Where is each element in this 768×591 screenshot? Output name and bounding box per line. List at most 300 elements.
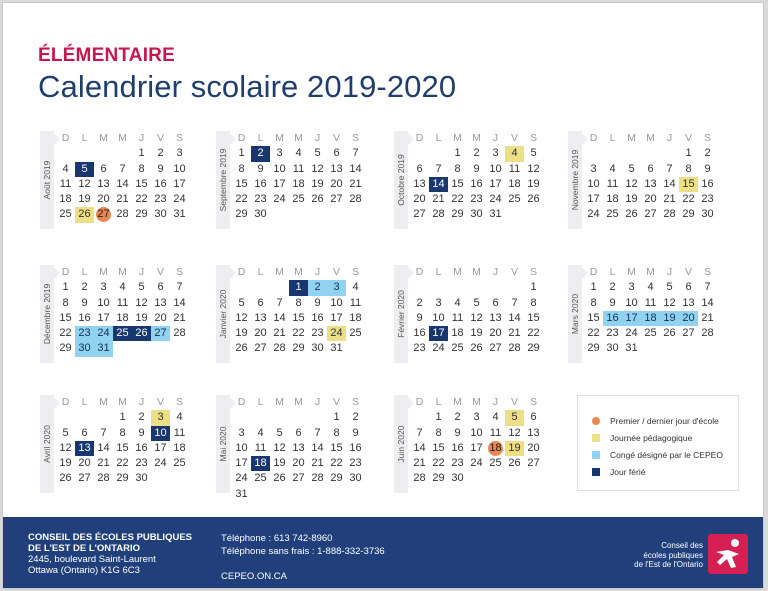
day-cell: 21 bbox=[663, 193, 676, 206]
day-cell: 1 bbox=[238, 147, 245, 160]
day-cell: 10 bbox=[97, 296, 110, 309]
day-cell: 6 bbox=[81, 426, 88, 439]
day-cell: 21 bbox=[311, 457, 324, 470]
month-grid bbox=[56, 265, 192, 357]
week-row bbox=[56, 280, 192, 295]
month-label-tab bbox=[40, 131, 54, 229]
day-cell: 9 bbox=[257, 162, 264, 175]
day-cell: 18 bbox=[508, 177, 521, 190]
day-cell: 1 bbox=[435, 411, 442, 424]
day-cell: 23 bbox=[701, 193, 714, 206]
day-cell: 30 bbox=[470, 208, 483, 221]
day-cell: 26 bbox=[59, 472, 72, 485]
month-calendar bbox=[40, 265, 210, 375]
day-cell: 30 bbox=[349, 472, 362, 485]
empty-day-cell bbox=[251, 487, 270, 502]
day-cell: 19 bbox=[59, 457, 72, 470]
day-cell: 24 bbox=[235, 472, 248, 485]
day-cell: 9 bbox=[81, 296, 88, 309]
day-cell: 28 bbox=[116, 208, 129, 221]
week-row bbox=[410, 280, 546, 295]
month-label: Juin 2020 bbox=[396, 425, 406, 463]
day-cell: 16 bbox=[413, 327, 426, 340]
empty-day-cell bbox=[346, 487, 365, 502]
day-cell: 12 bbox=[135, 296, 148, 309]
day-cell: 29 bbox=[330, 472, 343, 485]
day-cell: 4 bbox=[492, 411, 499, 424]
legend-label: Journée pédagogique bbox=[610, 432, 693, 443]
day-cell: 27 bbox=[527, 457, 540, 470]
day-cell: 24 bbox=[327, 326, 346, 341]
day-cell: 14 bbox=[508, 311, 521, 324]
week-row bbox=[584, 296, 720, 311]
day-cell: 17 bbox=[97, 311, 110, 324]
weekday-header: J bbox=[138, 396, 145, 408]
day-cell: 6 bbox=[492, 296, 499, 309]
empty-day-cell bbox=[524, 207, 543, 222]
week-row bbox=[584, 280, 720, 295]
day-cell: 20 bbox=[679, 311, 698, 326]
day-cell: 5 bbox=[530, 147, 537, 160]
school-level-heading: ÉLÉMENTAIRE bbox=[38, 45, 175, 66]
weekday-header-row bbox=[56, 265, 192, 280]
day-cell: 28 bbox=[413, 472, 426, 485]
day-cell: 30 bbox=[135, 472, 148, 485]
empty-day-cell bbox=[56, 410, 75, 425]
day-cell: 23 bbox=[349, 457, 362, 470]
empty-day-cell bbox=[56, 146, 75, 161]
day-cell: 19 bbox=[505, 441, 524, 456]
day-cell: 8 bbox=[685, 162, 692, 175]
day-cell: 23 bbox=[135, 457, 148, 470]
day-cell: 16 bbox=[254, 177, 267, 190]
empty-day-cell bbox=[327, 487, 346, 502]
legend-label: Jour férié bbox=[610, 466, 646, 477]
weekday-header: V bbox=[332, 396, 340, 408]
month-calendar bbox=[216, 265, 386, 375]
day-cell: 18 bbox=[641, 311, 660, 326]
week-row bbox=[584, 162, 720, 177]
day-cell: 1 bbox=[119, 411, 126, 424]
day-cell: 3 bbox=[176, 147, 183, 160]
empty-day-cell bbox=[94, 410, 113, 425]
day-cell: 30 bbox=[701, 208, 714, 221]
weekday-header: L bbox=[81, 266, 88, 278]
day-cell: 12 bbox=[78, 177, 91, 190]
day-cell: 14 bbox=[273, 311, 286, 324]
day-cell: 29 bbox=[292, 342, 305, 355]
weekday-header: D bbox=[61, 396, 70, 408]
weekday-header: J bbox=[492, 396, 499, 408]
day-cell: 27 bbox=[330, 193, 343, 206]
day-cell: 21 bbox=[173, 311, 186, 324]
day-cell: 17 bbox=[489, 177, 502, 190]
day-cell: 30 bbox=[154, 208, 167, 221]
legend-label: Congé désigné par le CEPEO bbox=[610, 449, 723, 460]
weekday-header: S bbox=[175, 396, 183, 408]
day-cell: 5 bbox=[62, 426, 69, 439]
week-row bbox=[410, 410, 546, 425]
week-row bbox=[56, 207, 192, 222]
day-cell: 11 bbox=[254, 441, 267, 454]
day-cell: 25 bbox=[292, 193, 305, 206]
day-cell: 12 bbox=[527, 162, 540, 175]
weekday-header-row bbox=[232, 265, 368, 280]
day-cell: 1 bbox=[333, 411, 340, 424]
empty-day-cell bbox=[429, 280, 448, 295]
weekday-header: S bbox=[703, 132, 711, 144]
day-cell: 14 bbox=[311, 441, 324, 454]
day-cell: 24 bbox=[94, 326, 113, 341]
day-cell: 4 bbox=[176, 411, 183, 424]
day-cell: 3 bbox=[628, 281, 635, 294]
week-row bbox=[56, 146, 192, 161]
empty-day-cell bbox=[170, 341, 189, 356]
day-cell: 8 bbox=[238, 162, 245, 175]
day-cell: 20 bbox=[527, 441, 540, 454]
day-cell: 7 bbox=[666, 162, 673, 175]
month-calendar bbox=[394, 395, 564, 505]
day-cell: 4 bbox=[119, 281, 126, 294]
day-cell: 29 bbox=[587, 342, 600, 355]
day-cell: 11 bbox=[59, 177, 72, 190]
yellow-square-icon bbox=[592, 434, 600, 442]
day-cell: 6 bbox=[157, 281, 164, 294]
weekday-header: M bbox=[453, 396, 462, 408]
day-cell: 7 bbox=[352, 147, 359, 160]
week-row bbox=[56, 456, 192, 471]
day-cell: 12 bbox=[625, 177, 638, 190]
day-cell: 26 bbox=[508, 457, 521, 470]
day-cell: 20 bbox=[644, 193, 657, 206]
weekday-header: V bbox=[332, 132, 340, 144]
weekday-header: M bbox=[118, 396, 127, 408]
day-cell: 13 bbox=[154, 296, 167, 309]
day-cell: 21 bbox=[413, 457, 426, 470]
month-grid bbox=[410, 395, 546, 487]
day-cell bbox=[94, 207, 113, 222]
day-cell: 22 bbox=[432, 457, 445, 470]
day-cell: 25 bbox=[59, 208, 72, 221]
website-link[interactable]: CEPEO.ON.CA bbox=[221, 571, 287, 582]
day-cell: 31 bbox=[173, 208, 186, 221]
week-row bbox=[410, 177, 546, 192]
day-cell: 7 bbox=[119, 162, 126, 175]
week-row bbox=[584, 341, 720, 356]
empty-day-cell bbox=[151, 471, 170, 486]
day-cell: 4 bbox=[505, 146, 524, 161]
day-cell: 22 bbox=[116, 457, 129, 470]
day-cell: 10 bbox=[625, 296, 638, 309]
weekday-header: J bbox=[492, 266, 499, 278]
month-grid bbox=[232, 131, 368, 223]
day-cell: 7 bbox=[511, 296, 518, 309]
day-cell: 24 bbox=[625, 327, 638, 340]
week-row bbox=[56, 426, 192, 441]
day-cell: 21 bbox=[116, 193, 129, 206]
day-cell: 22 bbox=[682, 193, 695, 206]
day-cell: 11 bbox=[173, 426, 186, 439]
week-row bbox=[56, 177, 192, 192]
footer-address-block bbox=[28, 532, 192, 576]
day-cell: 2 bbox=[473, 147, 480, 160]
day-cell: 23 bbox=[413, 342, 426, 355]
day-cell: 8 bbox=[435, 426, 442, 439]
day-cell: 28 bbox=[432, 208, 445, 221]
org-name-line1: CONSEIL DES ÉCOLES PUBLIQUES bbox=[28, 532, 192, 543]
weekday-header: M bbox=[118, 132, 127, 144]
month-grid bbox=[232, 265, 368, 357]
day-cell: 4 bbox=[454, 296, 461, 309]
day-cell: 2 bbox=[157, 147, 164, 160]
weekday-header: D bbox=[237, 132, 246, 144]
weekday-header: L bbox=[257, 396, 264, 408]
week-row bbox=[410, 456, 546, 471]
month-calendar bbox=[394, 131, 564, 241]
day-cell: 16 bbox=[470, 177, 483, 190]
day-cell: 15 bbox=[432, 441, 445, 454]
page-title: Calendrier scolaire 2019-2020 bbox=[38, 69, 457, 104]
weekday-header: J bbox=[666, 132, 673, 144]
empty-day-cell bbox=[308, 410, 327, 425]
weekday-header-row bbox=[56, 131, 192, 146]
day-cell: 27 bbox=[682, 327, 695, 340]
week-row bbox=[410, 326, 546, 341]
weekday-header: M bbox=[453, 266, 462, 278]
weekday-header: D bbox=[415, 266, 424, 278]
week-row bbox=[410, 146, 546, 161]
weekday-header: J bbox=[138, 132, 145, 144]
weekday-header: D bbox=[61, 132, 70, 144]
day-cell: 14 bbox=[663, 177, 676, 190]
empty-day-cell bbox=[289, 410, 308, 425]
day-cell: 8 bbox=[138, 162, 145, 175]
day-cell: 28 bbox=[349, 193, 362, 206]
month-calendar bbox=[216, 395, 386, 505]
weekday-header: S bbox=[529, 132, 537, 144]
empty-day-cell bbox=[603, 146, 622, 161]
weekday-header: L bbox=[257, 266, 264, 278]
day-cell: 8 bbox=[530, 296, 537, 309]
week-row bbox=[56, 162, 192, 177]
month-label-tab bbox=[394, 131, 408, 229]
weekday-header: S bbox=[351, 132, 359, 144]
empty-day-cell bbox=[327, 207, 346, 222]
day-cell: 22 bbox=[135, 193, 148, 206]
day-cell: 13 bbox=[254, 311, 267, 324]
day-cell: 27 bbox=[413, 208, 426, 221]
weekday-header: S bbox=[529, 266, 537, 278]
day-cell: 6 bbox=[100, 162, 107, 175]
day-cell: 12 bbox=[663, 296, 676, 309]
day-cell: 29 bbox=[527, 342, 540, 355]
week-row bbox=[232, 162, 368, 177]
month-calendar bbox=[568, 131, 738, 241]
day-cell: 2 bbox=[138, 411, 145, 424]
empty-day-cell bbox=[113, 341, 132, 356]
day-cell: 10 bbox=[489, 162, 502, 175]
day-cell: 17 bbox=[587, 193, 600, 206]
month-label-tab bbox=[40, 395, 54, 493]
month-grid bbox=[56, 395, 192, 487]
day-cell: 2 bbox=[609, 281, 616, 294]
day-cell: 21 bbox=[508, 327, 521, 340]
day-cell: 2 bbox=[251, 146, 270, 161]
day-cell: 7 bbox=[176, 281, 183, 294]
week-row bbox=[584, 192, 720, 207]
month-label-tab bbox=[216, 265, 230, 363]
day-cell: 27 bbox=[644, 208, 657, 221]
week-row bbox=[232, 410, 368, 425]
day-cell: 22 bbox=[527, 327, 540, 340]
day-cell: 10 bbox=[151, 426, 170, 441]
day-cell: 15 bbox=[235, 177, 248, 190]
month-label-tab bbox=[568, 131, 582, 229]
day-cell: 13 bbox=[292, 441, 305, 454]
day-cell: 3 bbox=[327, 280, 346, 295]
weekday-header: M bbox=[275, 396, 284, 408]
weekday-header: V bbox=[332, 266, 340, 278]
day-cell: 13 bbox=[489, 311, 502, 324]
week-row bbox=[56, 410, 192, 425]
week-row bbox=[584, 311, 720, 326]
day-cell: 24 bbox=[587, 208, 600, 221]
empty-day-cell bbox=[251, 410, 270, 425]
day-cell: 22 bbox=[235, 193, 248, 206]
day-cell: 16 bbox=[78, 311, 91, 324]
phone: Téléphone : 613 742-8960 bbox=[221, 533, 333, 544]
day-cell: 5 bbox=[276, 426, 283, 439]
day-cell: 28 bbox=[97, 472, 110, 485]
weekday-header: M bbox=[275, 132, 284, 144]
day-cell: 25 bbox=[451, 342, 464, 355]
orange-dot-icon bbox=[592, 417, 600, 425]
day-cell: 10 bbox=[470, 426, 483, 439]
day-cell: 8 bbox=[62, 296, 69, 309]
day-cell: 19 bbox=[311, 177, 324, 190]
day-cell: 5 bbox=[75, 162, 94, 177]
day-cell: 21 bbox=[432, 193, 445, 206]
weekday-header: V bbox=[510, 132, 518, 144]
month-label: Octobre 2019 bbox=[396, 154, 406, 206]
day-cell: 20 bbox=[330, 177, 343, 190]
day-cell: 17 bbox=[154, 441, 167, 454]
week-row bbox=[56, 341, 192, 356]
logo-text-line3: de l'Est de l'Ontario bbox=[634, 560, 703, 569]
day-cell: 26 bbox=[625, 208, 638, 221]
weekday-header: M bbox=[646, 266, 655, 278]
day-cell: 12 bbox=[235, 311, 248, 324]
day-cell: 1 bbox=[138, 147, 145, 160]
week-row bbox=[410, 311, 546, 326]
weekday-header: L bbox=[81, 396, 88, 408]
empty-day-cell bbox=[622, 146, 641, 161]
month-calendar bbox=[568, 265, 738, 375]
day-cell: 18 bbox=[292, 177, 305, 190]
day-cell: 29 bbox=[432, 472, 445, 485]
day-cell: 3 bbox=[435, 296, 442, 309]
week-row bbox=[56, 441, 192, 456]
day-cell: 12 bbox=[273, 441, 286, 454]
empty-day-cell bbox=[113, 146, 132, 161]
day-cell: 31 bbox=[235, 487, 248, 500]
weekday-header: M bbox=[453, 132, 462, 144]
day-cell: 23 bbox=[606, 327, 619, 340]
day-cell: 22 bbox=[451, 193, 464, 206]
weekday-header: M bbox=[472, 132, 481, 144]
empty-day-cell bbox=[524, 471, 543, 486]
day-cell: 15 bbox=[587, 311, 600, 324]
toll-free-phone: Téléphone sans frais : 1-888-332-3736 bbox=[221, 546, 385, 557]
day-cell: 26 bbox=[470, 342, 483, 355]
month-label-tab bbox=[216, 395, 230, 493]
week-row bbox=[232, 441, 368, 456]
week-row bbox=[232, 456, 368, 471]
day-cell: 18 bbox=[116, 311, 129, 324]
day-cell: 4 bbox=[352, 281, 359, 294]
month-calendar bbox=[40, 131, 210, 241]
legend bbox=[577, 395, 739, 491]
day-cell: 27 bbox=[489, 342, 502, 355]
day-cell: 25 bbox=[173, 457, 186, 470]
weekday-header: D bbox=[415, 132, 424, 144]
empty-day-cell bbox=[232, 410, 251, 425]
day-cell: 17 bbox=[273, 177, 286, 190]
day-cell: 8 bbox=[454, 162, 461, 175]
day-cell: 24 bbox=[273, 193, 286, 206]
empty-day-cell bbox=[448, 280, 467, 295]
weekday-header: L bbox=[81, 132, 88, 144]
day-cell: 11 bbox=[489, 426, 502, 439]
day-cell: 21 bbox=[701, 311, 714, 324]
weekday-header: M bbox=[294, 396, 303, 408]
day-cell: 15 bbox=[451, 177, 464, 190]
empty-day-cell bbox=[486, 471, 505, 486]
empty-day-cell bbox=[641, 341, 660, 356]
day-cell: 19 bbox=[660, 311, 679, 326]
day-cell: 26 bbox=[273, 472, 286, 485]
navy-square-icon bbox=[592, 468, 600, 476]
day-cell: 11 bbox=[606, 177, 619, 190]
day-cell: 12 bbox=[311, 162, 324, 175]
day-cell: 23 bbox=[75, 326, 94, 341]
day-cell: 17 bbox=[622, 311, 641, 326]
day-cell: 26 bbox=[75, 207, 94, 222]
day-cell: 15 bbox=[527, 311, 540, 324]
day-cell: 5 bbox=[628, 162, 635, 175]
day-cell: 7 bbox=[100, 426, 107, 439]
month-calendar bbox=[216, 131, 386, 241]
day-cell: 23 bbox=[154, 193, 167, 206]
day-cell: 15 bbox=[59, 311, 72, 324]
day-cell: 18 bbox=[451, 327, 464, 340]
day-cell: 28 bbox=[701, 327, 714, 340]
day-cell: 5 bbox=[505, 410, 524, 425]
week-row bbox=[584, 207, 720, 222]
day-cell: 31 bbox=[330, 342, 343, 355]
day-cell: 31 bbox=[94, 341, 113, 356]
day-cell: 7 bbox=[704, 281, 711, 294]
weekday-header-row bbox=[410, 265, 546, 280]
weekday-header-row bbox=[232, 131, 368, 146]
empty-day-cell bbox=[660, 146, 679, 161]
day-cell: 9 bbox=[704, 162, 711, 175]
weekday-header: J bbox=[666, 266, 673, 278]
day-cell: 20 bbox=[254, 327, 267, 340]
empty-day-cell bbox=[410, 146, 429, 161]
day-cell: 19 bbox=[470, 327, 483, 340]
weekday-header: L bbox=[435, 266, 442, 278]
